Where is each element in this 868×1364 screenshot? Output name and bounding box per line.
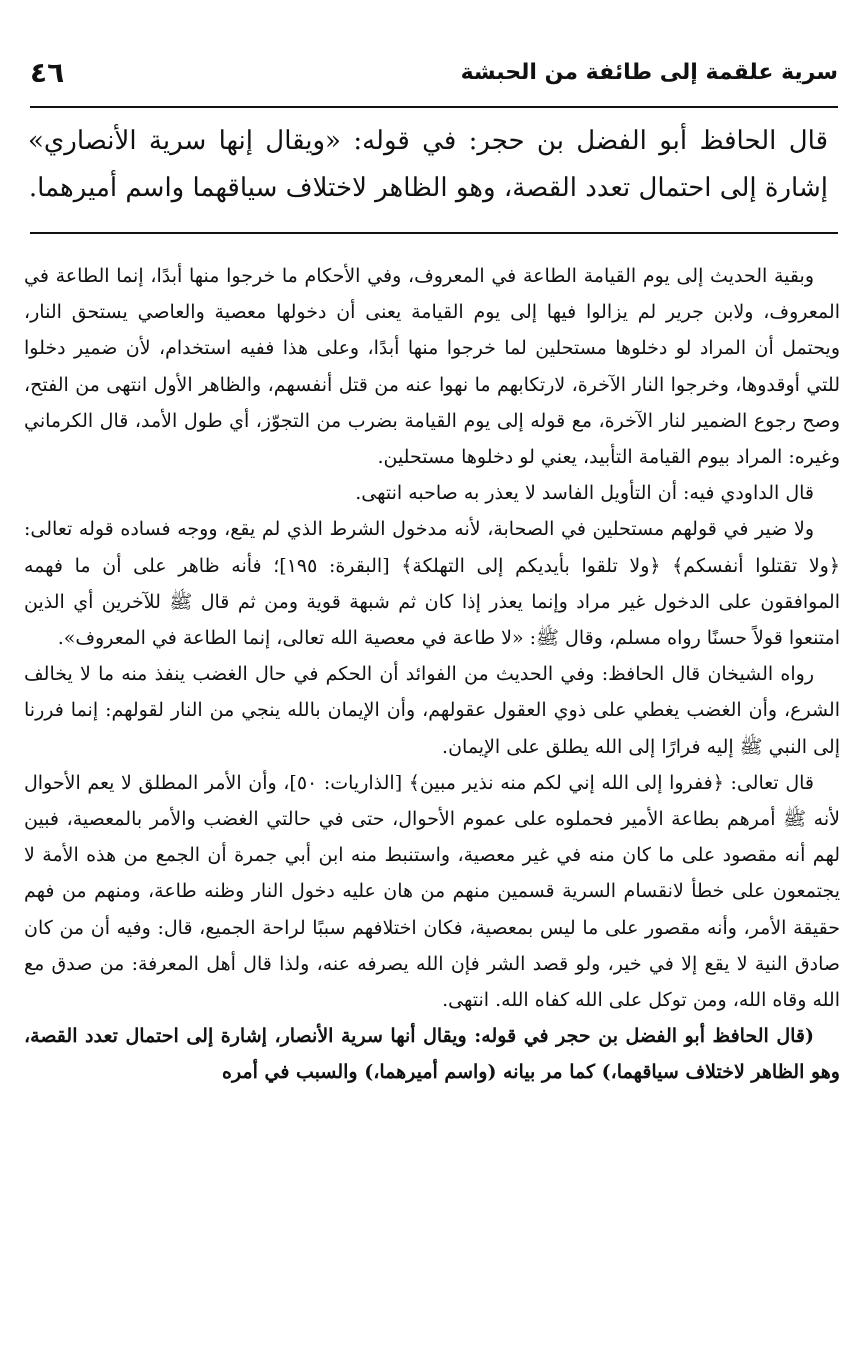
- commentary-paragraph: (قال الحافظ أبو الفضل بن حجر في قوله: ويقال أنها سرية الأنصار، إشارة إلى احتمال تعدد القصة، وهو الظاهر لاختلاف سياقهما،) كما مر بيانه (واسم أميرهما،) والسبب في أمره: [24, 1025, 840, 1084]
- commentary-paragraph: قال الداودي فيه: أن التأويل الفاسد لا يعذر به صاحبه انتهى.: [355, 482, 814, 505]
- commentary-body: [24, 258, 840, 1091]
- chapter-title: سرية علقمة إلى طائفة من الحبشة: [460, 59, 838, 85]
- commentary-paragraph: وبقية الحديث إلى يوم القيامة الطاعة في المعروف، وفي الأحكام ما خرجوا منها أبدًا، إنما الطاعة في المعروف، ولابن جرير لم يزالوا فيها إلى يوم القيامة يعنى أن دخولها معصية والعاصي يستحق النار، ويحتمل أن المراد لو دخلوها مستحلين لما خرجوا منها أبدًا، وعلى هذا ففيه استخدام، لأن ضمير دخلوا للتي أوقدوها، وخرجوا النار الآخرة، لارتكابهم ما نهوا عنه من قتل أنفسهم، والظاهر الأول انتهى من الفتح، وصح رجوع الضمير لنار الآخرة، مع قوله إلى يوم القيامة بضرب من التجوّز، أي طول الأمد، قال الكرماني وغيره: المراد بيوم القيامة التأبيد، يعني لو دخلوها مستحلين.: [24, 265, 840, 469]
- header-divider: [30, 106, 838, 108]
- main-text: قال الحافظ أبو الفضل بن حجر: في قوله: «ويقال إنها سرية الأنصاري» إشارة إلى احتمال تعدد القصة، وهو الظاهر لاختلاف سياقهما واسم أميرهما.: [28, 126, 828, 203]
- running-header: [30, 52, 838, 92]
- commentary-paragraph: رواه الشيخان قال الحافظ: وفي الحديث من الفوائد أن الحكم في حال الغضب ينفذ منه ما لا يخالف الشرع، وأن الغضب يغطي على ذوي العقول عقولهم، وأن الإيمان بالله ينجي من النار لقولهم: إنما فررنا إلى النبي ﷺ إليه فرارًا إلى الله يطلق على الإيمان.: [24, 663, 840, 758]
- main-text-divider: [30, 232, 838, 234]
- commentary-paragraph: قال تعالى: ﴿ففروا إلى الله إني لكم منه نذير مبين﴾ [الذاريات: ٥٠]، وأن الأمر المطلق لا يعم الأحوال لأنه ﷺ أمرهم بطاعة الأمير فحملوه على عموم الأحوال، حتى في حالتي الغضب والأمر بالمعصية، فبين لهم أنه مقصود على ما كان منه في غير معصية، واستنبط منه ابن أبي جمرة أن الجمع من هذه الأمة لا يجتمعون على خطأ لانقسام السرية قسمين منهم من هان عليه دخول النار وظنه طاعة، ومنهم من فهم حقيقة الأمر، وأنه مقصور على ما ليس بمعصية، فكان اختلافهم سببًا لراحة الجميع، قال: وفيه أن من كان صادق النية لا يقع إلا في خير، ولو قصد الشر فإن الله يصرفه عنه، ولذا قال أهل المعرفة: من صدق مع الله وقاه الله، ومن توكل على الله كفاه الله. انتهى.: [24, 771, 840, 1012]
- commentary-paragraph: ولا ضير في قولهم مستحلين في الصحابة، لأنه مدخول الشرط الذي لم يقع، ووجه فساده قوله تعالى: ﴿ولا تقتلوا أنفسكم﴾ ﴿ولا تلقوا بأيديكم إلى التهلكة﴾ [البقرة: ١٩٥]؛ فأنه ظاهر على أن ما فهمه الموافقون على الدخول غير مراد وإنما يعذر إذا كان ثم شبهة قوية ومن ثم قال ﷺ للآخرين أي الذين امتنعوا قولاً حسنًا رواه مسلم، وقال ﷺ: «لا طاعة في معصية الله تعالى، إنما الطاعة في المعروف».: [24, 518, 840, 650]
- page-number: ٤٦: [30, 55, 65, 89]
